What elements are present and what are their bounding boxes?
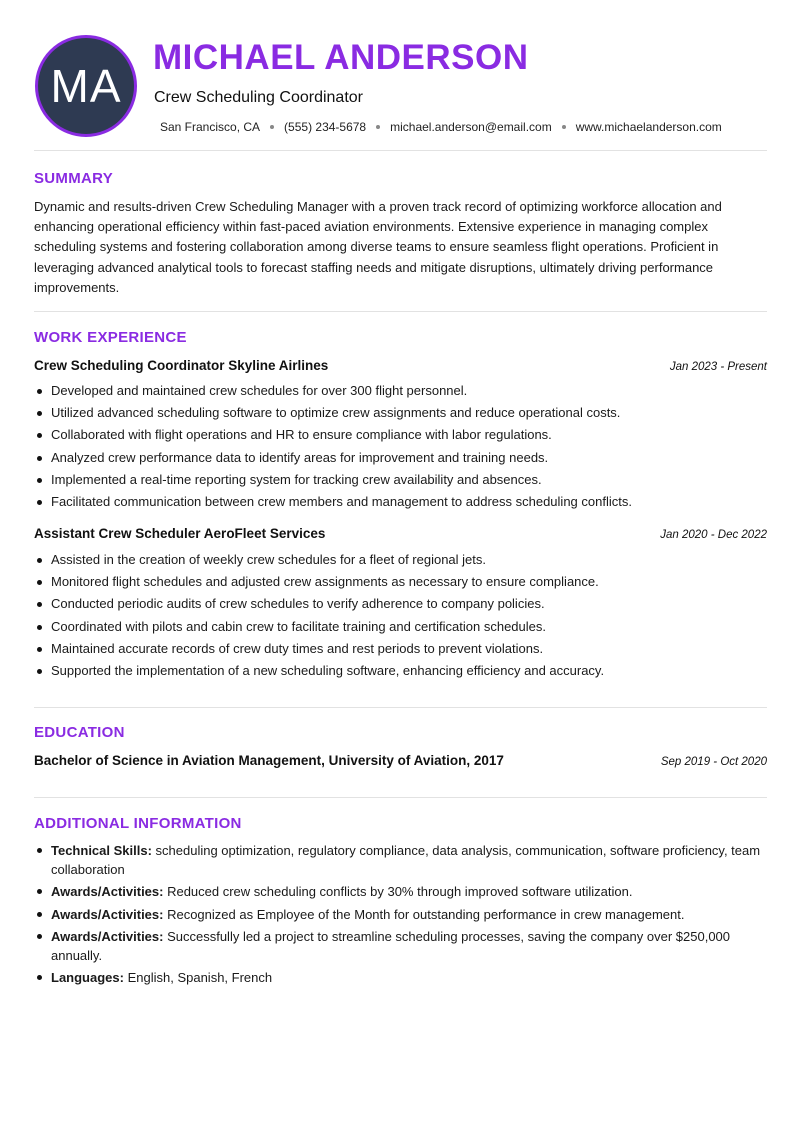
list-item: Collaborated with flight operations and HR to ensure compliance with labor regulations. [34,424,769,446]
separator-dot-icon [376,125,380,129]
education-entry [34,753,767,768]
education-degree: Bachelor of Science in Aviation Management, University of Aviation, 2017 [34,753,504,768]
contact-email[interactable]: michael.anderson@email.com [390,120,552,134]
item-label: Awards/Activities: [51,928,164,944]
list-item [34,841,769,879]
list-item: Assisted in the creation of weekly crew schedules for a fleet of regional jets. [34,549,769,571]
item-text: Successfully led a project to streamline scheduling processes, saving the company over $250,000 annually. [51,928,731,963]
item-label: Awards/Activities: [51,906,164,922]
list-item [34,968,769,987]
separator-dot-icon [562,125,566,129]
contact-website[interactable]: www.michaelanderson.com [575,120,722,134]
section-divider [34,311,767,312]
item-text: Recognized as Employee of the Month for outstanding performance in crew management. [163,906,685,922]
list-item: Coordinated with pilots and cabin crew to facilitate training and certification schedules. [34,616,769,638]
list-item: Facilitated communication between crew members and management to address scheduling conflicts. [34,491,769,513]
contact-bar [160,120,722,134]
list-item: Maintained accurate records of crew duty times and rest periods to prevent violations. [34,638,769,660]
additional-list [34,841,769,990]
summary-text: Dynamic and results-driven Crew Scheduling Manager with a proven track record of optimizing workforce allocation and enhancing operational efficiency within fast-paced aviation environments. Extensive experience in managing complex scheduling systems and fostering collaboration among diverse teams to ensure seamless flight operations. Proficient in leveraging advanced analytical tools to forecast staffing needs and mitigate disruptions, ultimately driving performance improvements. [34,199,722,295]
job-bullets [34,549,769,682]
list-item [34,927,769,965]
item-text: Reduced crew scheduling conflicts by 30% through improved software utilization. [163,884,633,900]
list-item: Monitored flight schedules and adjusted crew assignments as necessary to ensure compliance. [34,571,769,593]
list-item [34,905,769,924]
education-heading: EDUCATION [34,724,125,741]
item-label: Languages: [51,970,124,986]
resume-header [0,0,800,150]
contact-phone: (555) 234-5678 [284,120,367,134]
job-title: Crew Scheduling Coordinator [154,89,363,106]
contact-location: San Francisco, CA [160,120,261,134]
job-role: Crew Scheduling Coordinator Skyline Airlines [34,358,329,373]
section-divider [34,150,767,151]
item-text: scheduling optimization, regulatory compliance, data analysis, communication, software proficiency, team collaboration [51,843,761,877]
candidate-name: MICHAEL ANDERSON [153,38,529,77]
section-divider [34,797,767,798]
list-item: Developed and maintained crew schedules for over 300 flight personnel. [34,380,769,402]
item-label: Technical Skills: [51,843,152,858]
item-label: Awards/Activities: [51,884,164,900]
job-dates: Jan 2020 - Dec 2022 [660,529,767,541]
job-dates: Jan 2023 - Present [669,361,767,373]
section-divider [34,707,767,708]
job-bullets [34,380,769,513]
list-item: Utilized advanced scheduling software to optimize crew assignments and reduce operational costs. [34,402,769,424]
additional-heading: ADDITIONAL INFORMATION [34,815,242,832]
avatar-initials: MA [50,60,122,112]
list-item: Analyzed crew performance data to identify areas for improvement and training needs. [34,447,769,469]
list-item: Implemented a real-time reporting system for tracking crew availability and absences. [34,469,769,491]
avatar [35,35,137,137]
separator-dot-icon [270,125,274,129]
job-header [34,358,767,373]
item-text: English, Spanish, French [123,970,273,986]
summary-heading: SUMMARY [34,170,114,187]
experience-heading: WORK EXPERIENCE [34,329,187,346]
job-header [34,526,767,541]
list-item: Conducted periodic audits of crew schedules to verify adherence to company policies. [34,593,769,615]
list-item: Supported the implementation of a new scheduling software, enhancing efficiency and accuracy. [34,660,769,682]
education-dates: Sep 2019 - Oct 2020 [660,756,767,768]
list-item [34,882,769,901]
job-role: Assistant Crew Scheduler AeroFleet Services [34,526,326,541]
